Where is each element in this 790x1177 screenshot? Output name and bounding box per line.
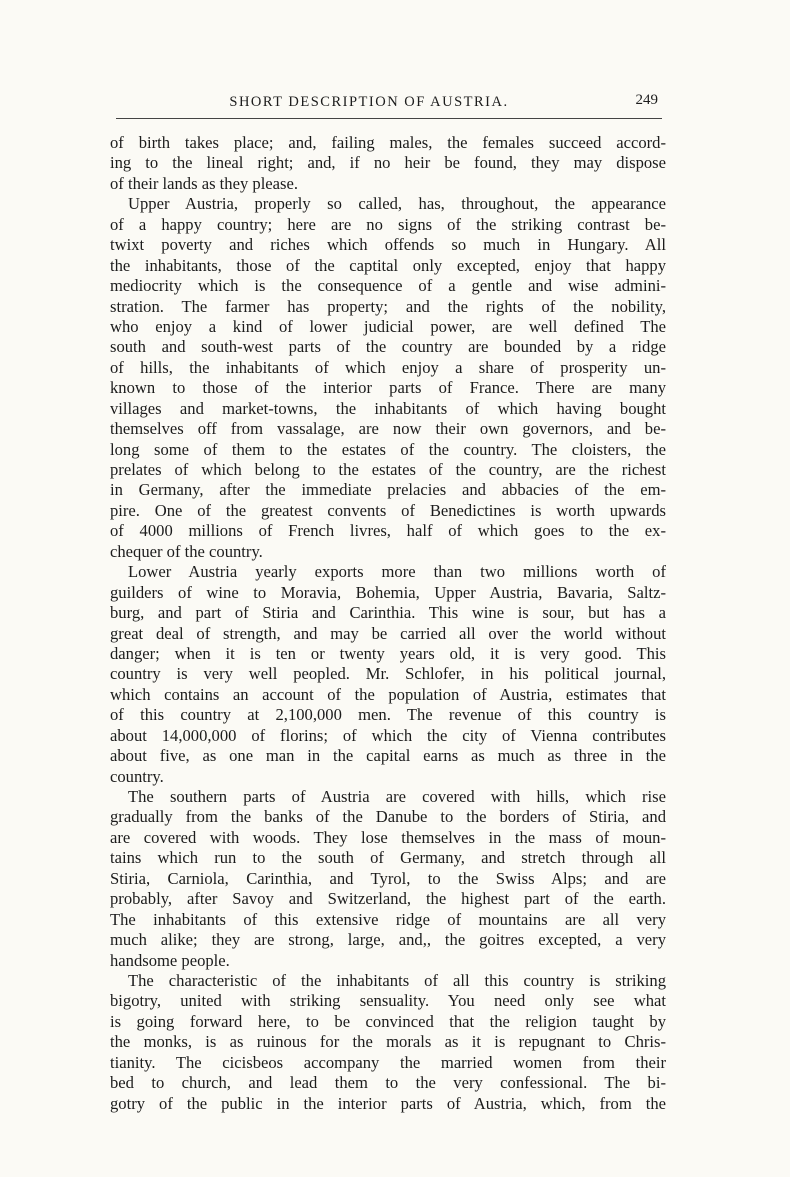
text-line: bed to church, and lead them to the very confessional. The bi- xyxy=(110,1073,666,1093)
text-line: of birth takes place; and, failing males, the females succeed accord- xyxy=(110,133,666,152)
text-line: guilders of wine to Moravia, Bohemia, Upper Austria, Bavaria, Saltz- xyxy=(110,582,666,602)
body-text xyxy=(110,133,666,1114)
text-line: bigotry, united with striking sensuality. You need only see what xyxy=(110,991,666,1011)
text-line: gotry of the public in the interior parts of Austria, which, from the xyxy=(110,1093,666,1113)
text-line: probably, after Savoy and Switzerland, the highest part of the earth. xyxy=(110,889,666,909)
text-line: Stiria, Carniola, Carinthia, and Tyrol, to the Swiss Alps; and are xyxy=(110,868,666,888)
text-line: country. xyxy=(110,766,164,786)
page-header xyxy=(116,88,662,119)
text-line: The characteristic of the inhabitants of all this country is striking xyxy=(128,970,666,990)
text-line: pire. One of the greatest convents of Benedictines is worth upwards xyxy=(110,500,666,520)
text-line: chequer of the country. xyxy=(110,541,263,561)
text-line: villages and market-towns, the inhabitants of which having bought xyxy=(110,398,666,418)
page-number: 249 xyxy=(635,92,658,108)
text-line: The inhabitants of this extensive ridge of mountains are all very xyxy=(110,909,666,929)
text-line: prelates of which belong to the estates of the country, are the richest xyxy=(110,460,666,479)
text-line: of their lands as they please. xyxy=(110,173,299,193)
text-line: ing to the lineal right; and, if no heir be found, they may dispose xyxy=(110,153,666,173)
text-line: in Germany, after the immediate prelacies and abbacies of the em- xyxy=(110,480,666,500)
text-line: of this country at 2,100,000 men. The revenue of this country is xyxy=(110,705,666,725)
text-line: of 4000 millions of French livres, half of which goes to the ex- xyxy=(110,521,666,541)
text-line: tianity. The cicisbeos accompany the married women from their xyxy=(110,1052,666,1072)
text-line: the inhabitants, those of the captital only excepted, enjoy that happy xyxy=(110,255,666,275)
text-line: danger; when it is ten or twenty years old, it is very good. This xyxy=(110,643,666,663)
text-line: about 14,000,000 of florins; of which the city of Vienna contributes xyxy=(110,725,666,745)
running-title: SHORT DESCRIPTION OF AUSTRIA. xyxy=(229,94,509,110)
text-line: are covered with woods. They lose themselves in the mass of moun- xyxy=(110,827,666,847)
text-line: who enjoy a kind of lower judicial power, are well defined The xyxy=(110,316,666,336)
text-line: of a happy country; here are no signs of the striking contrast be- xyxy=(110,214,666,234)
text-line: about five, as one man in the capital earns as much as three in the xyxy=(110,746,666,766)
text-line: themselves off from vassalage, are now their own governors, and be- xyxy=(110,419,666,439)
text-line: tains which run to the south of Germany, and stretch through all xyxy=(110,848,666,868)
text-line: handsome people. xyxy=(110,950,230,970)
text-line: south and south-west parts of the country are bounded by a ridge xyxy=(110,337,666,357)
text-line: Upper Austria, properly so called, has, throughout, the appearance xyxy=(128,194,666,214)
text-line: known to those of the interior parts of France. There are many xyxy=(110,378,666,398)
text-line: gradually from the banks of the Danube to the borders of Stiria, and xyxy=(110,807,666,827)
text-line: The southern parts of Austria are covered with hills, which rise xyxy=(128,787,666,806)
text-line: long some of them to the estates of the country. The cloisters, the xyxy=(110,439,666,459)
text-line: the monks, is as ruinous for the morals as it is repugnant to Chris- xyxy=(110,1032,666,1052)
text-line: country is very well peopled. Mr. Schlofer, in his political journal, xyxy=(110,664,666,684)
text-line: burg, and part of Stiria and Carinthia. This wine is sour, but has a xyxy=(110,603,666,623)
text-line: of hills, the inhabitants of which enjoy a share of prosperity un- xyxy=(110,357,666,377)
text-line: stration. The farmer has property; and the rights of the nobility, xyxy=(110,296,666,316)
text-line: is going forward here, to be convinced that the religion taught by xyxy=(110,1011,666,1031)
text-line: great deal of strength, and may be carried all over the world without xyxy=(110,623,666,643)
text-line: which contains an account of the population of Austria, estimates that xyxy=(110,684,666,704)
text-line: Lower Austria yearly exports more than two millions worth of xyxy=(128,562,666,582)
text-line: mediocrity which is the consequence of a gentle and wise admini- xyxy=(110,276,666,296)
text-line: twixt poverty and riches which offends so much in Hungary. All xyxy=(110,235,666,255)
text-line: much alike; they are strong, large, and,, the goitres excepted, a very xyxy=(110,930,666,950)
